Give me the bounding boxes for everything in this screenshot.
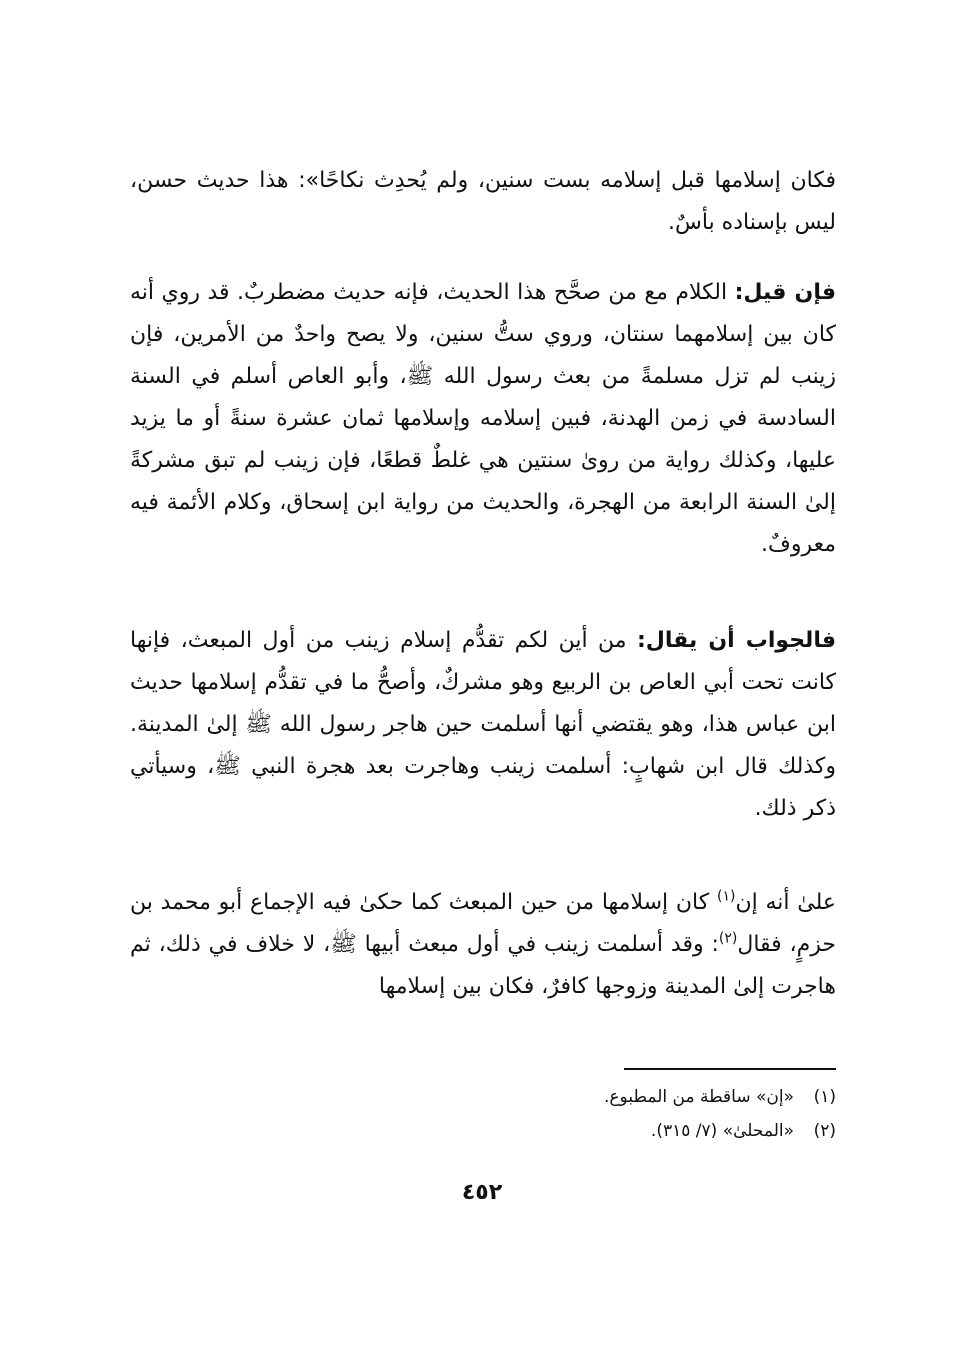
paragraph-3 <box>130 620 836 830</box>
footnote-2-text: «المحلىٰ» (٧/ ٣١٥). <box>650 1121 794 1141</box>
paragraph-1 <box>130 160 836 244</box>
paragraph-4-part-2: كان إسلامها من حين المبعث كما حكىٰ فيه الإجماع أبو محمد بن حزمٍ، فقال <box>130 890 836 957</box>
footnote-2-number: (٢) <box>813 1121 836 1141</box>
paragraph-4-part-3: : وقد أسلمت زينب في أول مبعث أبيها ﷺ، لا خلاف في ذلك، ثم هاجرت إلىٰ المدينة وزوجها كافرٌ، فكان بين إسلامها <box>130 932 836 999</box>
footnotes <box>440 1080 836 1148</box>
paragraph-2-lead: فإن قيل: <box>734 280 836 305</box>
paragraph-4 <box>130 882 836 1008</box>
footnote-ref-2: (٢) <box>718 930 738 947</box>
footnote-ref-1: (١) <box>716 888 736 905</box>
page-number: ٤٥٢ <box>461 1180 503 1205</box>
paragraph-2-text: الكلام مع من صحَّح هذا الحديث، فإنه حديث مضطربٌ. قد روي أنه كان بين إسلامهما سنتان، وروي ستُّ سنين، ولا يصح واحدٌ من الأمرين، فإن زينب لم تزل مسلمةً من بعث رسول الله ﷺ، وأبو العاص أسلم في السنة السادسة في زمن الهدنة، فبين إسلامه وإسلامها ثمان عشرة سنةً أو ما يزيد عليها، وكذلك رواية من روىٰ سنتين هي غلطٌ قطعًا، فإن زينب لم تبق مشركةً إلىٰ السنة الرابعة من الهجرة، والحديث من رواية ابن إسحاق، وكلام الأئمة فيه معروفٌ. <box>130 280 836 557</box>
paragraph-1-text: فكان إسلامها قبل إسلامه بست سنين، ولم يُحدِث نكاحًا»: هذا حديث حسن، ليس بإسناده بأسٌ. <box>130 168 836 235</box>
footnote-1-number: (١) <box>813 1087 836 1107</box>
footnote-divider <box>624 1068 836 1070</box>
footnote-1-text: «إن» ساقطة من المطبوع. <box>603 1087 794 1107</box>
paragraph-2 <box>130 272 836 566</box>
paragraph-3-lead: فالجواب أن يقال: <box>637 628 836 653</box>
footnote-2 <box>440 1114 836 1148</box>
footnote-1 <box>440 1080 836 1114</box>
paragraph-3-text: من أين لكم تقدُّم إسلام زينب من أول المبعث، فإنها كانت تحت أبي العاص بن الربيع وهو مشركٌ، وأصحُّ ما في تقدُّم إسلامها حديث ابن عباس هذا، وهو يقتضي أنها أسلمت حين هاجر رسول الله ﷺ إلىٰ المدينة. وكذلك قال ابن شهابٍ: أسلمت زينب وهاجرت بعد هجرة النبي ﷺ، وسيأتي ذكر ذلك. <box>130 628 836 821</box>
paragraph-4-part-1: علىٰ أنه إن <box>735 890 836 915</box>
